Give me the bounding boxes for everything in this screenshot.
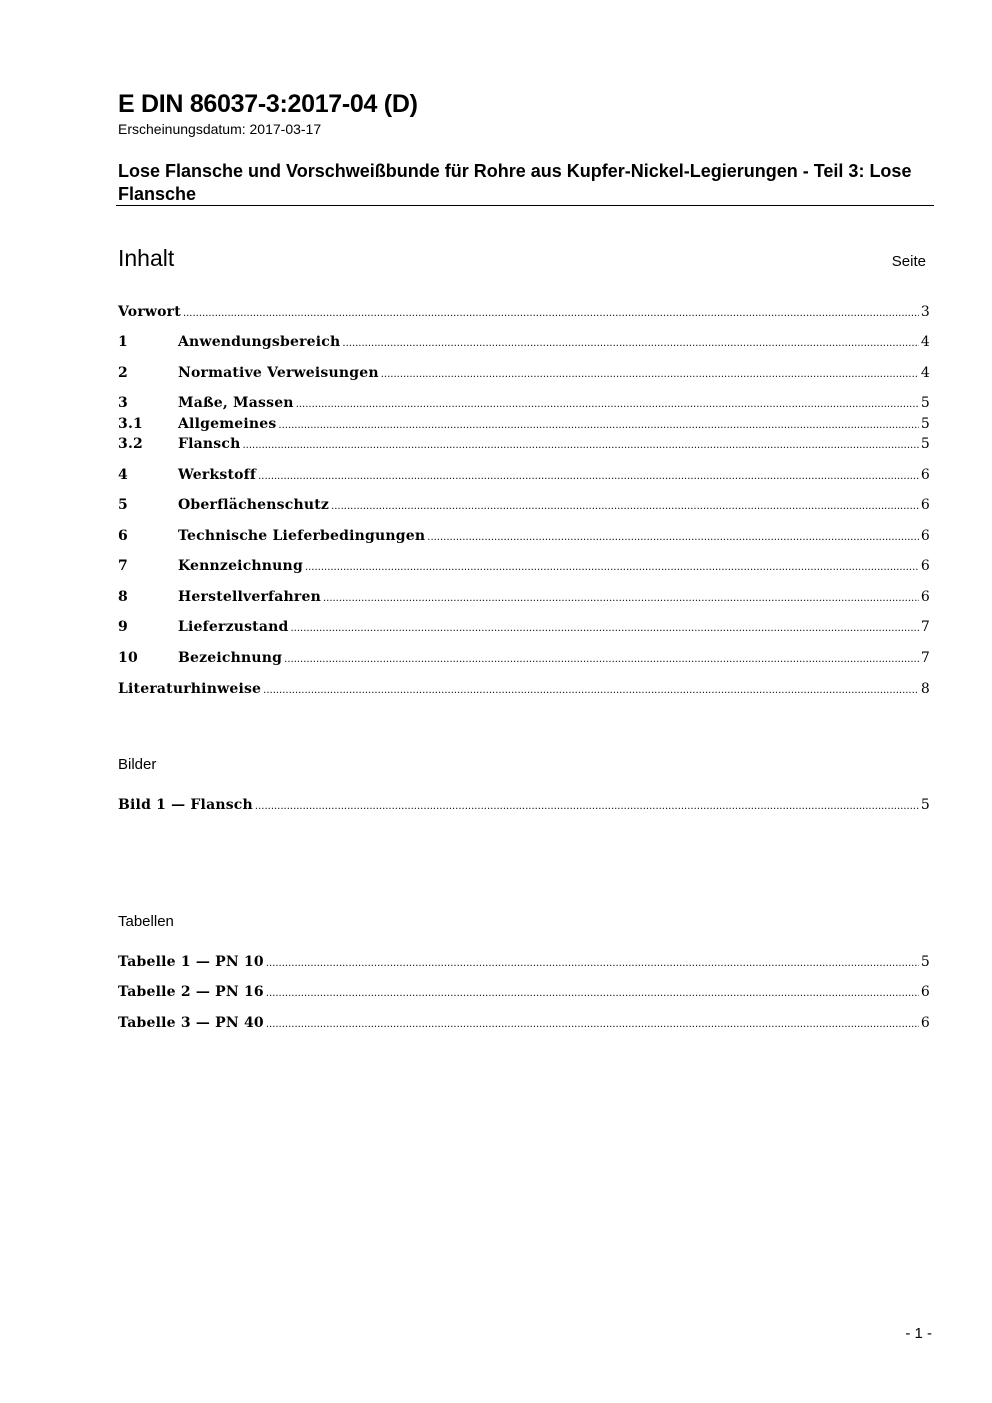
tables-heading: Tabellen [118,913,174,930]
toc-entry-title: Bezeichnung [178,650,283,666]
toc-entry-2[interactable] [118,363,930,383]
toc-entry-title: Flansch [178,436,241,452]
table-entry-title: Tabelle 2 — PN 16 [118,984,264,1000]
toc-entry-page: 5 [920,436,930,452]
toc-entry-title: Technische Lieferbedingungen [178,528,426,544]
toc-entry-page: 4 [920,334,930,350]
toc-entry-page: 5 [920,395,930,411]
toc-entry-title: Lieferzustand [178,619,289,635]
toc-heading: Inhalt [118,245,175,271]
toc-entry-4[interactable] [118,465,930,485]
toc-entry-title: Vorwort [118,304,181,320]
toc-entry-page: 7 [920,619,930,635]
toc-entry-3[interactable] [118,393,930,413]
toc-entry-number: 3.1 [118,416,143,432]
publication-date: Erscheinungsdatum: 2017-03-17 [118,121,322,137]
toc-entry-literaturhinweise[interactable] [118,679,930,699]
table-entry-title: Tabelle 3 — PN 40 [118,1015,264,1031]
title-divider [116,205,934,206]
toc-entry-3-2[interactable] [118,434,930,454]
toc-entry-page: 6 [920,558,930,574]
document-id: E DIN 86037-3:2017-04 (D) [118,90,418,118]
toc-entry-number: 10 [118,650,138,666]
toc-entry-number: 3.2 [118,436,143,452]
page-number: - 1 - [905,1325,932,1342]
dot-leader [305,558,919,578]
toc-entry-6[interactable] [118,526,930,546]
toc-entry-number: 8 [118,589,128,605]
toc-entry-vorwort[interactable] [118,302,930,322]
toc-entry-title: Werkstoff [178,467,257,483]
figure-entry-title: Bild 1 — Flansch [118,797,253,813]
dot-leader [255,797,919,817]
page-column-label: Seite [891,253,926,270]
dot-leader [342,334,918,354]
toc-entry-number: 3 [118,395,128,411]
toc-entry-page: 4 [920,365,930,381]
toc-entry-page: 7 [920,650,930,666]
toc-entry-title: Normative Verweisungen [178,365,379,381]
figures-heading: Bilder [118,756,157,773]
dot-leader [243,436,919,456]
toc-entry-title: Maße, Massen [178,395,294,411]
table-entry-page: 6 [920,984,930,1000]
toc-entry-page: 3 [920,304,930,320]
table-entry-title: Tabelle 1 — PN 10 [118,954,264,970]
dot-leader [323,589,919,609]
dot-leader [291,619,919,639]
dot-leader [263,681,919,701]
table-entry-page: 6 [920,1015,930,1031]
dot-leader [427,528,919,548]
toc-entry-page: 8 [920,681,930,697]
dot-leader [381,365,919,385]
toc-entry-number: 6 [118,528,128,544]
toc-entry-3-1[interactable] [118,414,930,434]
toc-entry-number: 1 [118,334,128,350]
figure-entry-page: 5 [920,797,930,813]
figure-entry-1[interactable] [118,795,930,815]
table-entry-1[interactable] [118,952,930,972]
toc-entry-page: 6 [920,589,930,605]
toc-entry-title: Anwendungsbereich [178,334,341,350]
dot-leader [258,467,919,487]
dot-leader [266,1015,919,1035]
toc-entry-page: 6 [920,528,930,544]
toc-entry-9[interactable] [118,617,930,637]
toc-entry-number: 9 [118,619,128,635]
dot-leader [331,497,919,517]
table-entry-3[interactable] [118,1013,930,1033]
toc-entry-page: 5 [920,416,930,432]
toc-entry-title: Allgemeines [178,416,277,432]
toc-entry-page: 6 [920,497,930,513]
toc-entry-8[interactable] [118,587,930,607]
toc-entry-title: Herstellverfahren [178,589,321,605]
toc-entry-1[interactable] [118,332,930,352]
dot-leader [296,395,919,415]
toc-entry-title: Literaturhinweise [118,681,262,697]
table-entry-page: 5 [920,954,930,970]
table-entry-2[interactable] [118,982,930,1002]
toc-entry-title: Kennzeichnung [178,558,303,574]
dot-leader [266,984,919,1004]
document-title: Lose Flansche und Vorschweißbunde für Rohre aus Kupfer-Nickel-Legierungen - Teil 3: Lose Flansche [118,161,912,204]
toc-entry-number: 2 [118,365,128,381]
dot-leader [183,304,919,324]
dot-leader [266,954,919,974]
toc-entry-number: 7 [118,558,128,574]
dot-leader [278,416,918,436]
toc-entry-7[interactable] [118,556,930,576]
toc-entry-number: 4 [118,467,128,483]
toc-entry-10[interactable] [118,648,930,668]
toc-entry-number: 5 [118,497,128,513]
toc-entry-title: Oberflächenschutz [178,497,330,513]
toc-entry-5[interactable] [118,495,930,515]
dot-leader [284,650,919,670]
toc-entry-page: 6 [920,467,930,483]
